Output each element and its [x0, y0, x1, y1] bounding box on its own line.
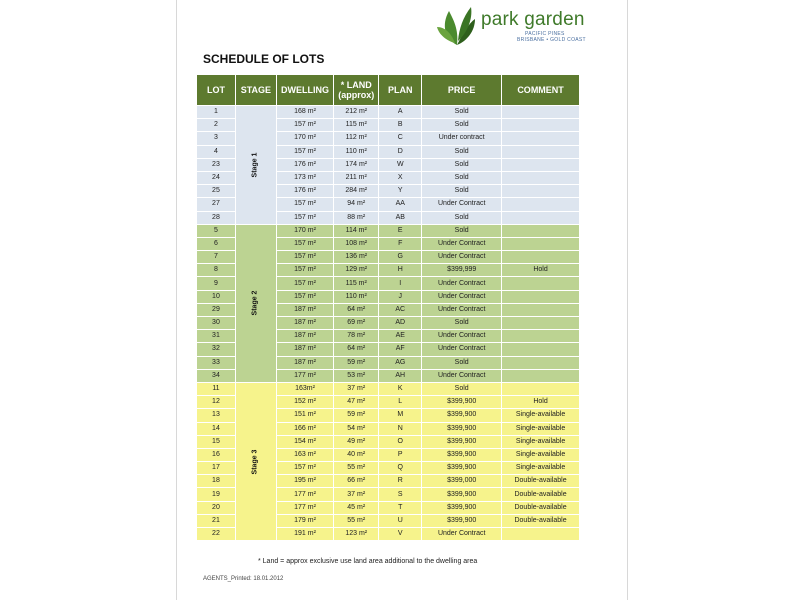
land-area: 37 m²	[334, 382, 379, 395]
land-area: 212 m²	[334, 106, 379, 119]
column-header-dwelling: DWELLING	[276, 75, 333, 106]
dwelling-area: 187 m²	[276, 303, 333, 316]
plan-code: V	[379, 528, 422, 541]
lot-number: 9	[197, 277, 236, 290]
dwelling-area: 157 m²	[276, 251, 333, 264]
lot-number: 21	[197, 514, 236, 527]
dwelling-area: 157 m²	[276, 145, 333, 158]
price-status: $399,999	[422, 264, 502, 277]
price-status: Under contract	[422, 132, 502, 145]
lot-number: 27	[197, 198, 236, 211]
land-area: 55 m²	[334, 462, 379, 475]
plan-code: H	[379, 264, 422, 277]
land-area: 49 m²	[334, 435, 379, 448]
dwelling-area: 170 m²	[276, 224, 333, 237]
land-area: 115 m²	[334, 119, 379, 132]
lot-number: 29	[197, 303, 236, 316]
lot-number: 13	[197, 409, 236, 422]
leaf-logo-icon	[437, 5, 477, 49]
plan-code: AA	[379, 198, 422, 211]
comment: Double-available	[502, 475, 580, 488]
dwelling-area: 157 m²	[276, 462, 333, 475]
price-status: $399,900	[422, 448, 502, 461]
lot-number: 2	[197, 119, 236, 132]
plan-code: Y	[379, 185, 422, 198]
column-header-plan: PLAN	[379, 75, 422, 106]
land-area: 123 m²	[334, 528, 379, 541]
comment	[502, 171, 580, 184]
land-area: 110 m²	[334, 290, 379, 303]
land-area: 110 m²	[334, 145, 379, 158]
land-footnote: * Land = approx exclusive use land area additional to the dwelling area	[258, 558, 478, 565]
dwelling-area: 152 m²	[276, 396, 333, 409]
plan-code: J	[379, 290, 422, 303]
land-area: 115 m²	[334, 277, 379, 290]
plan-code: AH	[379, 369, 422, 382]
land-area: 129 m²	[334, 264, 379, 277]
comment	[502, 106, 580, 119]
plan-code: C	[379, 132, 422, 145]
printed-date: AGENTS_Printed: 18.01.2012	[203, 576, 284, 582]
plan-code: X	[379, 171, 422, 184]
plan-code: R	[379, 475, 422, 488]
price-status: Under Contract	[422, 303, 502, 316]
lot-number: 25	[197, 185, 236, 198]
price-status: $399,900	[422, 422, 502, 435]
price-status: Under Contract	[422, 251, 502, 264]
land-area: 108 m²	[334, 237, 379, 250]
land-area: 94 m²	[334, 198, 379, 211]
dwelling-area: 157 m²	[276, 237, 333, 250]
schedule-of-lots-table	[196, 74, 580, 541]
lot-number: 15	[197, 435, 236, 448]
lot-number: 31	[197, 330, 236, 343]
comment	[502, 382, 580, 395]
plan-code: AE	[379, 330, 422, 343]
price-status: $399,900	[422, 396, 502, 409]
plan-code: G	[379, 251, 422, 264]
lot-number: 33	[197, 356, 236, 369]
comment: Single-available	[502, 448, 580, 461]
comment: Double-available	[502, 488, 580, 501]
dwelling-area: 195 m²	[276, 475, 333, 488]
price-status: Sold	[422, 224, 502, 237]
lot-number: 19	[197, 488, 236, 501]
dwelling-area: 177 m²	[276, 501, 333, 514]
column-header-stage: STAGE	[235, 75, 276, 106]
column-header-comment: COMMENT	[502, 75, 580, 106]
plan-code: T	[379, 501, 422, 514]
comment: Hold	[502, 264, 580, 277]
comment	[502, 356, 580, 369]
table-row	[197, 382, 580, 395]
price-status: $399,900	[422, 514, 502, 527]
comment	[502, 119, 580, 132]
lot-number: 16	[197, 448, 236, 461]
lot-number: 6	[197, 237, 236, 250]
price-status: Under Contract	[422, 343, 502, 356]
plan-code: Q	[379, 462, 422, 475]
dwelling-area: 170 m²	[276, 132, 333, 145]
dwelling-area: 176 m²	[276, 158, 333, 171]
dwelling-area: 187 m²	[276, 343, 333, 356]
price-status: Sold	[422, 211, 502, 224]
land-area: 54 m²	[334, 422, 379, 435]
lot-number: 10	[197, 290, 236, 303]
comment	[502, 528, 580, 541]
dwelling-area: 176 m²	[276, 185, 333, 198]
price-status: Sold	[422, 382, 502, 395]
plan-code: F	[379, 237, 422, 250]
plan-code: S	[379, 488, 422, 501]
comment	[502, 369, 580, 382]
land-area: 114 m²	[334, 224, 379, 237]
land-area: 64 m²	[334, 343, 379, 356]
plan-code: AB	[379, 211, 422, 224]
dwelling-area: 157 m²	[276, 119, 333, 132]
lot-number: 23	[197, 158, 236, 171]
dwelling-area: 168 m²	[276, 106, 333, 119]
stage-cell	[235, 106, 276, 225]
price-status: Sold	[422, 356, 502, 369]
dwelling-area: 154 m²	[276, 435, 333, 448]
price-status: Sold	[422, 119, 502, 132]
land-area: 47 m²	[334, 396, 379, 409]
comment	[502, 158, 580, 171]
land-area: 66 m²	[334, 475, 379, 488]
lot-number: 5	[197, 224, 236, 237]
land-area: 37 m²	[334, 488, 379, 501]
comment	[502, 277, 580, 290]
dwelling-area: 157 m²	[276, 290, 333, 303]
price-status: Sold	[422, 145, 502, 158]
comment	[502, 290, 580, 303]
comment: Double-available	[502, 514, 580, 527]
price-status: $399,900	[422, 462, 502, 475]
lot-number: 7	[197, 251, 236, 264]
price-status: Under Contract	[422, 237, 502, 250]
stage-label: Stage 1	[251, 152, 259, 178]
logo-wordmark: park garden	[481, 9, 585, 30]
lot-number: 3	[197, 132, 236, 145]
dwelling-area: 173 m²	[276, 171, 333, 184]
table-row	[197, 224, 580, 237]
stage-cell	[235, 382, 276, 540]
dwelling-area: 166 m²	[276, 422, 333, 435]
table-body	[197, 106, 580, 541]
dwelling-area: 191 m²	[276, 528, 333, 541]
dwelling-area: 157 m²	[276, 198, 333, 211]
plan-code: AF	[379, 343, 422, 356]
column-header-price: PRICE	[422, 75, 502, 106]
comment: Single-available	[502, 422, 580, 435]
price-status: Under Contract	[422, 198, 502, 211]
comment	[502, 330, 580, 343]
comment	[502, 303, 580, 316]
plan-code: N	[379, 422, 422, 435]
dwelling-area: 163m²	[276, 382, 333, 395]
stage-label: Stage 3	[251, 449, 259, 475]
plan-code: U	[379, 514, 422, 527]
land-area: 88 m²	[334, 211, 379, 224]
land-area: 55 m²	[334, 514, 379, 527]
column-header-lot: LOT	[197, 75, 236, 106]
logo-tagline-1: PACIFIC PINES	[525, 31, 565, 37]
land-area: 174 m²	[334, 158, 379, 171]
plan-code: A	[379, 106, 422, 119]
comment	[502, 185, 580, 198]
stage-label: Stage 2	[251, 290, 259, 316]
price-status: Under Contract	[422, 290, 502, 303]
price-status: Sold	[422, 158, 502, 171]
land-area: 45 m²	[334, 501, 379, 514]
dwelling-area: 177 m²	[276, 488, 333, 501]
plan-code: L	[379, 396, 422, 409]
comment	[502, 343, 580, 356]
plan-code: D	[379, 145, 422, 158]
table-row	[197, 106, 580, 119]
land-area: 40 m²	[334, 448, 379, 461]
plan-code: M	[379, 409, 422, 422]
dwelling-area: 179 m²	[276, 514, 333, 527]
land-area: 53 m²	[334, 369, 379, 382]
comment	[502, 145, 580, 158]
comment: Single-available	[502, 435, 580, 448]
plan-code: W	[379, 158, 422, 171]
lot-number: 18	[197, 475, 236, 488]
land-area: 59 m²	[334, 409, 379, 422]
lot-number: 1	[197, 106, 236, 119]
park-garden-logo	[437, 5, 586, 49]
lot-number: 20	[197, 501, 236, 514]
land-area: 136 m²	[334, 251, 379, 264]
price-status: $399,900	[422, 488, 502, 501]
dwelling-area: 187 m²	[276, 317, 333, 330]
plan-code: O	[379, 435, 422, 448]
lot-number: 30	[197, 317, 236, 330]
lot-number: 34	[197, 369, 236, 382]
price-status: $399,000	[422, 475, 502, 488]
price-status: Sold	[422, 106, 502, 119]
land-area: 69 m²	[334, 317, 379, 330]
lot-number: 11	[197, 382, 236, 395]
price-status: $399,900	[422, 501, 502, 514]
comment	[502, 317, 580, 330]
dwelling-area: 151 m²	[276, 409, 333, 422]
land-area: 64 m²	[334, 303, 379, 316]
table-header-row	[197, 75, 580, 106]
dwelling-area: 177 m²	[276, 369, 333, 382]
dwelling-area: 163 m²	[276, 448, 333, 461]
comment	[502, 251, 580, 264]
comment	[502, 237, 580, 250]
plan-code: P	[379, 448, 422, 461]
dwelling-area: 157 m²	[276, 211, 333, 224]
plan-code: K	[379, 382, 422, 395]
price-status: Under Contract	[422, 330, 502, 343]
column-header-land: * LAND (approx)	[334, 75, 379, 106]
lot-number: 8	[197, 264, 236, 277]
comment: Single-available	[502, 462, 580, 475]
price-status: Under Contract	[422, 369, 502, 382]
price-status: $399,900	[422, 435, 502, 448]
comment: Hold	[502, 396, 580, 409]
lot-number: 14	[197, 422, 236, 435]
price-status: Under Contract	[422, 528, 502, 541]
comment	[502, 224, 580, 237]
plan-code: AC	[379, 303, 422, 316]
lot-number: 22	[197, 528, 236, 541]
plan-code: AD	[379, 317, 422, 330]
plan-code: B	[379, 119, 422, 132]
price-status: Sold	[422, 171, 502, 184]
land-area: 284 m²	[334, 185, 379, 198]
logo-tagline-2: BRISBANE • GOLD COAST	[517, 37, 586, 43]
comment	[502, 211, 580, 224]
plan-code: E	[379, 224, 422, 237]
price-status: Under Contract	[422, 277, 502, 290]
dwelling-area: 187 m²	[276, 356, 333, 369]
price-status: $399,900	[422, 409, 502, 422]
price-status: Sold	[422, 185, 502, 198]
comment: Double-available	[502, 501, 580, 514]
lot-number: 17	[197, 462, 236, 475]
land-area: 211 m²	[334, 171, 379, 184]
price-status: Sold	[422, 317, 502, 330]
lot-number: 4	[197, 145, 236, 158]
dwelling-area: 187 m²	[276, 330, 333, 343]
comment: Single-available	[502, 409, 580, 422]
stage-cell	[235, 224, 276, 382]
land-area: 78 m²	[334, 330, 379, 343]
comment	[502, 198, 580, 211]
dwelling-area: 157 m²	[276, 277, 333, 290]
lot-number: 12	[197, 396, 236, 409]
lot-number: 28	[197, 211, 236, 224]
land-area: 59 m²	[334, 356, 379, 369]
land-area: 112 m²	[334, 132, 379, 145]
plan-code: I	[379, 277, 422, 290]
lot-number: 24	[197, 171, 236, 184]
lot-number: 32	[197, 343, 236, 356]
plan-code: AG	[379, 356, 422, 369]
comment	[502, 132, 580, 145]
page-title: SCHEDULE OF LOTS	[203, 52, 325, 66]
dwelling-area: 157 m²	[276, 264, 333, 277]
